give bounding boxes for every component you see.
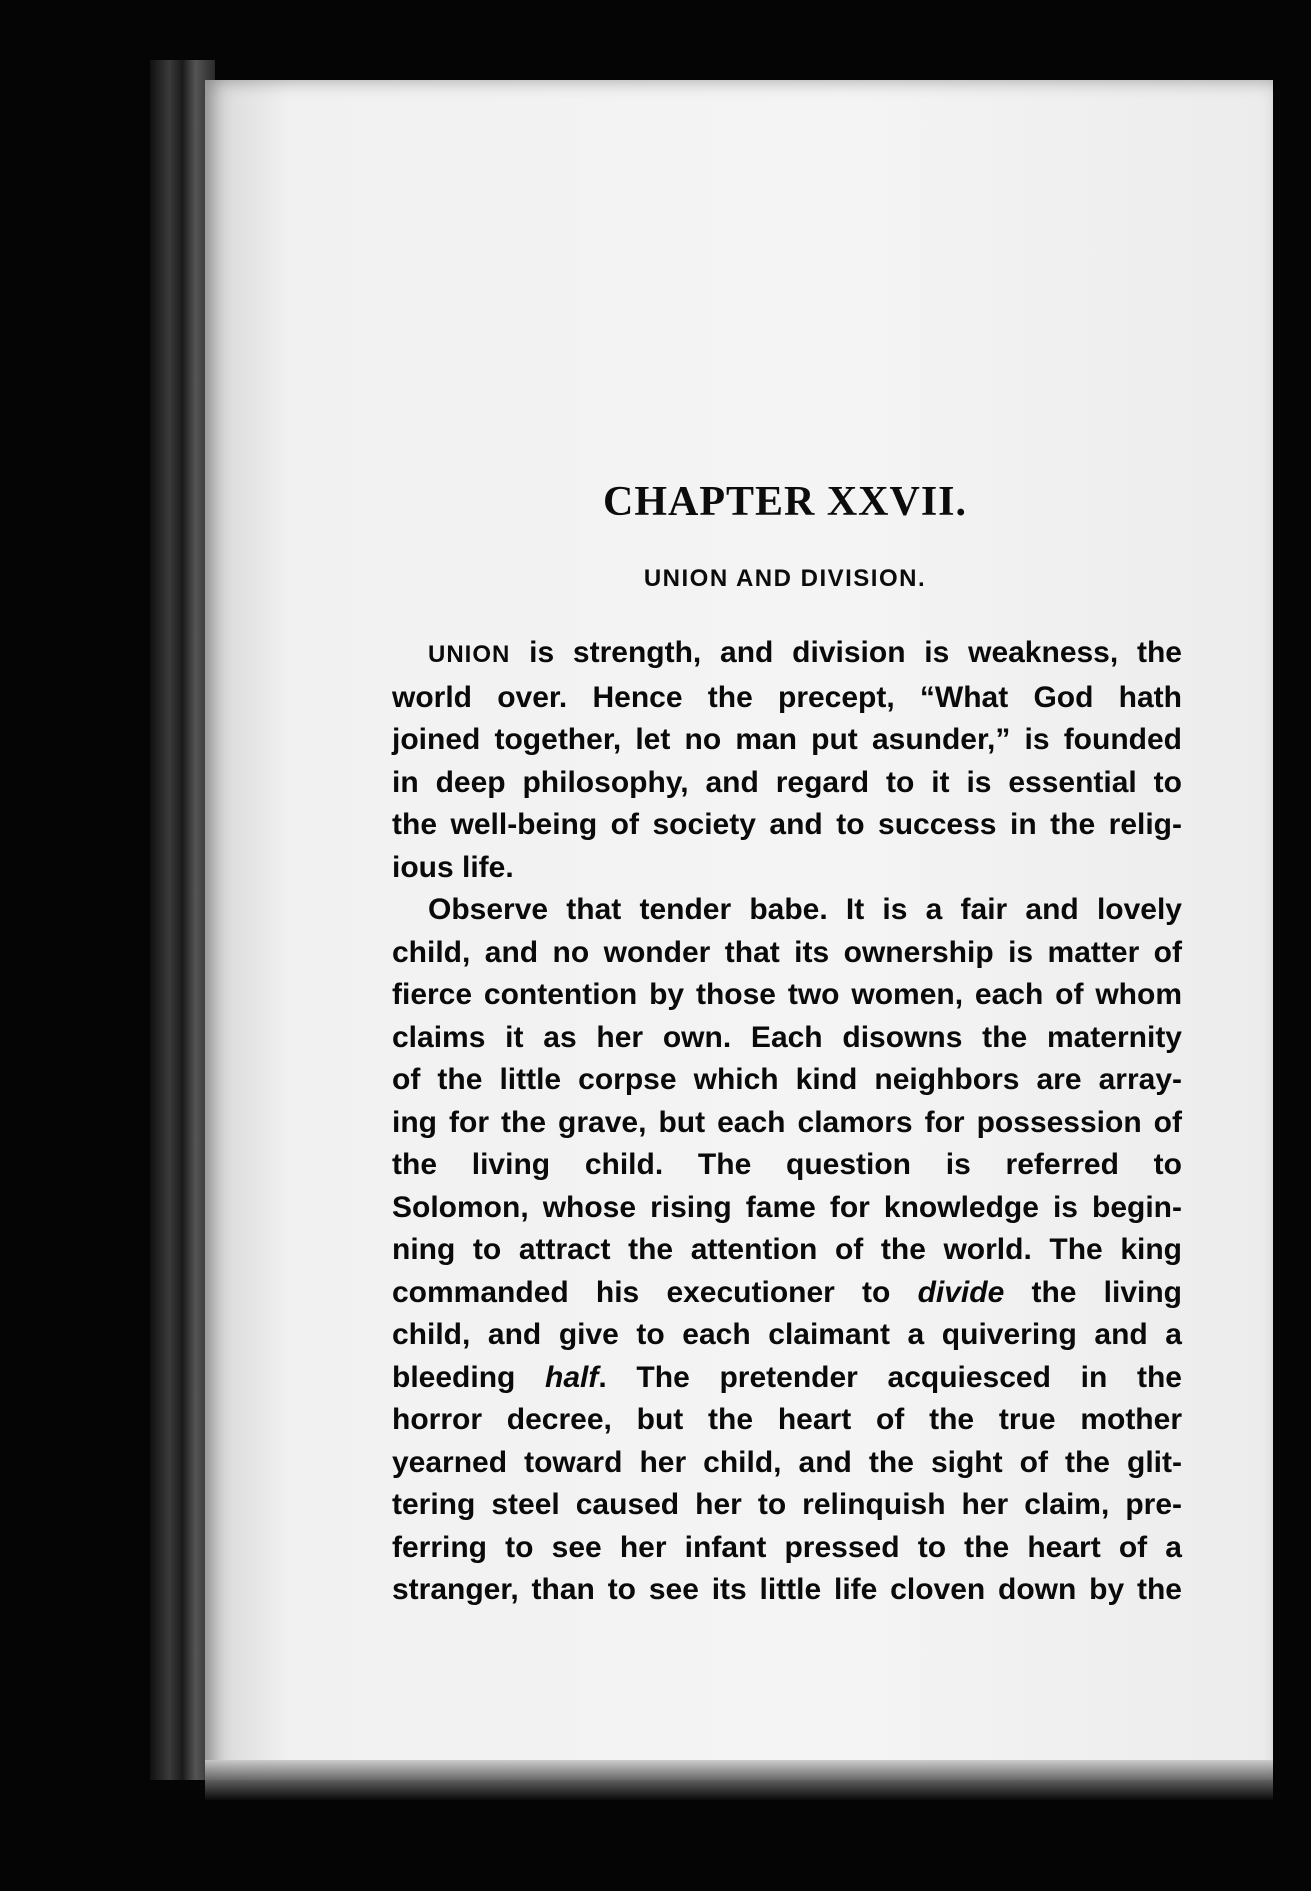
chapter-subtitle: UNION AND DIVISION. (643, 565, 927, 592)
text-line: yearned toward her child, and the sight of the glit- (392, 1445, 1182, 1479)
text-run: . The pretender acquiesced in the (598, 1360, 1182, 1394)
chapter-title: CHAPTER XXVII. (602, 479, 968, 525)
text-line: child, and no wonder that its ownership is matter of (392, 935, 1182, 969)
text-line: ning to attract the attention of the world. The king (392, 1233, 1182, 1266)
text-line: Solomon, whose rising fame for knowledge is begin- (392, 1190, 1182, 1224)
text-run: bleeding (392, 1360, 546, 1394)
text-line: in deep philosophy, and regard to it is essential to (392, 765, 1182, 799)
text-line: child, and give to each claimant a quivering and a (392, 1318, 1182, 1351)
text-line (392, 1357, 1182, 1400)
text-line (392, 1272, 1182, 1315)
text-run: the living (1004, 1275, 1182, 1309)
text-line: horror decree, but the heart of the true mother (392, 1403, 1182, 1436)
italic-word: divide (917, 1275, 1005, 1309)
text-line: of the little corpse which kind neighbors are array- (392, 1063, 1182, 1096)
paragraph-1 (392, 632, 1182, 889)
text-line: world over. Hence the precept, “What God hath (392, 680, 1182, 714)
bleed-through-text (390, 235, 1180, 505)
text-line: Observe that tender babe. It is a fair and lovely (428, 893, 1182, 926)
text-line: joined together, let no man put asunder,” is founded (392, 723, 1182, 756)
text-line: claims it as her own. Each disowns the maternity (392, 1020, 1182, 1054)
text-line: the well-being of society and to success in the relig- (392, 808, 1182, 841)
text-line: fierce contention by those two women, each of whom (392, 978, 1182, 1011)
italic-word: half (545, 1360, 599, 1394)
text-run: is strength, and division is weakness, the (510, 636, 1182, 669)
text-line: tering steel caused her to relinquish her claim, pre- (392, 1488, 1182, 1521)
text-line: ious life. (392, 850, 514, 884)
text-line: ferring to see her infant pressed to the heart of a (392, 1530, 1182, 1564)
text-run: commanded his executioner to (392, 1275, 918, 1309)
text-line: ing for the grave, but each clamors for possession of (392, 1105, 1182, 1139)
paragraph-2 (392, 889, 1182, 1612)
text-line (392, 632, 1182, 677)
small-caps-word: UNION (428, 641, 511, 668)
text-line: stranger, than to see its little life cloven down by the (392, 1573, 1182, 1606)
page-bottom-edge (205, 1760, 1273, 1800)
chapter-body (392, 632, 1182, 1612)
text-line: the living child. The question is referred to (392, 1148, 1182, 1181)
